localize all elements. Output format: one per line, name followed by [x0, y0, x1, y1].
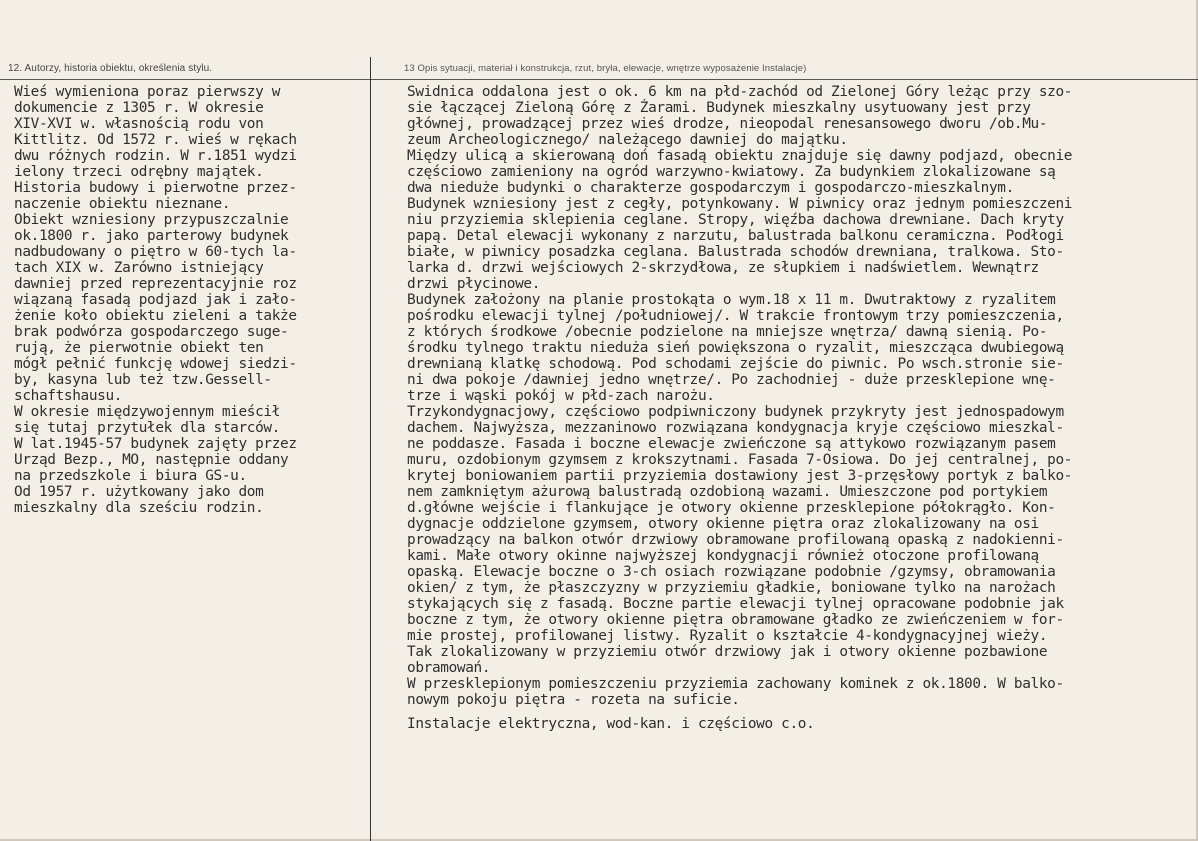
history-line: Kittlitz. Od 1572 r. wieś w rękach	[14, 132, 297, 148]
description-line: W przesklepionym pomieszczeniu przyziemia zachowany kominek z ok.1800. W balko-	[407, 676, 1064, 692]
description-line	[407, 708, 1195, 716]
history-line: mógł pełnić funkcję wdowej siedzi-	[14, 356, 297, 372]
history-line: Urząd Bezp., MO, następnie oddany	[14, 452, 289, 468]
description-line: Instalacje elektryczna, wod-kan. i częściowo c.o.	[407, 716, 815, 732]
description-line: boczne z tym, że otwory okienne piętra obramowane gładko ze zwieńczeniem w for-	[407, 612, 1064, 628]
history-line: się tutaj przytułek dla starców.	[14, 420, 281, 436]
history-line: schaftshausu.	[14, 388, 123, 404]
history-line: by, kasyna lub też tzw.Gessell-	[14, 372, 272, 388]
description-line: środku tylnego traktu nieduża sień powiększona o ryzalit, mieszcząca dwubiegową	[407, 340, 1064, 356]
description-line: pośrodku elewacji tylnej /południowej/. W trakcie frontowym trzy pomieszczenia,	[407, 308, 1064, 324]
history-line: ielony trzeci odrębny majątek.	[14, 164, 264, 180]
history-text	[14, 84, 370, 516]
history-line: Historia budowy i pierwotne przez-	[14, 180, 297, 196]
header-rule	[0, 79, 1198, 80]
description-line: muru, ozdobionym gzymsem z krokszytnami. Fasada 7-Osiowa. Do jej centralnej, po-	[407, 452, 1073, 468]
history-line: naczenie obiektu nieznane.	[14, 196, 231, 212]
description-line: krytej boniowaniem partii przyziemia dostawiony jest 3-przęsłowy portyk z balko-	[407, 468, 1073, 484]
history-line: W lat.1945-57 budynek zajęty przez	[14, 436, 297, 452]
description-line: larka d. drzwi wejściowych 2-skrzydłowa, ze słupkiem i nadświetlem. Wewnątrz	[407, 260, 1039, 276]
description-line: zeum Archeologicznego/ należącego dawniej do majątku.	[407, 132, 848, 148]
description-line: głównej, prowadzącej przez wieś drodze, nieopodal renesansowego dworu /ob.Mu-	[407, 116, 1048, 132]
description-line: d.główne wejście i flankujące je otwory okienne przesklepione półokrągło. Kon-	[407, 500, 1056, 516]
description-line: drzwi płycinowe.	[407, 276, 541, 292]
history-line: dokumencie z 1305 r. W okresie	[14, 100, 264, 116]
description-line: częściowo zamieniony na ogród warzywno-kwiatowy. Za budynkiem zlokalizowane są	[407, 164, 1056, 180]
section-13-header: 13 Opis sytuacji, materiał i konstrukcja, rzut, bryła, elewacje, wnętrze wyposażenie Instalacje)	[404, 63, 807, 74]
description-line: papą. Detal elewacji wykonany z narzutu, balustrada balkonu ceramiczna. Podłogi	[407, 228, 1064, 244]
description-line: dwa nieduże budynki o charakterze gospodarczym i gospodarczo-mieszkalnym.	[407, 180, 1014, 196]
description-line: dachem. Najwyższa, mezzaninowo rozwiązana kondygnacja kryje częściowo mieszkal-	[407, 420, 1064, 436]
description-line: Budynek wzniesiony jest z cegły, potynkowany. W piwnicy oraz jednym pomieszczeni	[407, 196, 1073, 212]
history-line: rują, że pierwotnie obiekt ten	[14, 340, 264, 356]
description-line: stykających się z fasadą. Boczne partie elewacji tylnej opracowane podobnie jak	[407, 596, 1064, 612]
description-line: ne poddasze. Fasada i boczne elewacje zwieńczone są attykowo rozwiązanym pasem	[407, 436, 1056, 452]
history-line: W okresie międzywojennym mieścił	[14, 404, 281, 420]
history-line: brak podwórza gospodarczego suge-	[14, 324, 289, 340]
history-line: wiązaną fasadą podjazd jak i zało-	[14, 292, 297, 308]
history-line: ok.1800 r. jako parterowy budynek	[14, 228, 289, 244]
description-line: Budynek założony na planie prostokąta o wym.18 x 11 m. Dwutraktowy z ryzalitem	[407, 292, 1056, 308]
description-line: opaską. Elewacje boczne o 3-ch osiach rozwiązane podobnie /gzymsy, obramowania	[407, 564, 1056, 580]
description-line: nem zamkniętym ażurową balustradą ozdobioną wazami. Umieszczone pod portykiem	[407, 484, 1048, 500]
description-line: Trzykondygnacjowy, częściowo podpiwniczony budynek przykryty jest jednospadowym	[407, 404, 1064, 420]
history-line: Wieś wymieniona poraz pierwszy w	[14, 84, 281, 100]
description-line: Swidnica oddalona jest o ok. 6 km na płd-zachód od Zielonej Góry leżąc przy szo-	[407, 84, 1073, 100]
description-line: dygnacje oddzielone gzymsem, otwory okienne piętra oraz zlokalizowany na osi	[407, 516, 1039, 532]
description-line: sie łączącej Zieloną Górę z Żarami. Budynek mieszkalny usytuowany jest przy	[407, 100, 1031, 116]
description-line: trze i wąski pokój w płd-zach narożu.	[407, 388, 715, 404]
history-line: Od 1957 r. użytkowany jako dom	[14, 484, 264, 500]
description-text	[407, 84, 1195, 732]
history-line: XIV-XVI w. własnością rodu von	[14, 116, 264, 132]
history-line: dwu różnych rodzin. W r.1851 wydzi	[14, 148, 297, 164]
description-line: ni dwa pokoje /dawniej jedno wnętrze/. Po zachodniej - duże przesklepione wnę-	[407, 372, 1056, 388]
description-line: prowadzący na balkon otwór drzwiowy obramowane profilowaną opaską z nadokienni-	[407, 532, 1064, 548]
description-line: okien/ z tym, że płaszczyzny w przyziemiu gładkie, boniowane tylko na narożach	[407, 580, 1056, 596]
history-line: Obiekt wzniesiony przypuszczalnie	[14, 212, 289, 228]
column-divider	[370, 57, 371, 841]
description-line: niu przyziemia sklepienia ceglane. Stropy, więźba dachowa drewniane. Dach kryty	[407, 212, 1064, 228]
description-line: Między ulicą a skierowaną doń fasadą obiektu znajduje się dawny podjazd, obecnie	[407, 148, 1073, 164]
description-line: z których środkowe /obecnie podzielone na mniejsze wnętrza/ dawną sienią. Po-	[407, 324, 1048, 340]
history-line: żenie koło obiektu zieleni a także	[14, 308, 297, 324]
section-12-header: 12. Autorzy, historia obiektu, określenia stylu.	[8, 63, 213, 74]
description-line: białe, w piwnicy posadzka ceglana. Balustrada schodów drewniana, tralkowa. Sto-	[407, 244, 1064, 260]
description-line: mie prostej, profilowanej listwy. Ryzalit o kształcie 4-kondygnacyjnej wieży.	[407, 628, 1048, 644]
history-line: na przedszkole i biura GS-u.	[14, 468, 247, 484]
description-line: drewnianą klatkę schodową. Pod schodami zejście do piwnic. Po wsch.stronie sie-	[407, 356, 1064, 372]
description-line: obramowań.	[407, 660, 491, 676]
description-line: Tak zlokalizowany w przyziemiu otwór drzwiowy jak i otwory okienne pozbawione	[407, 644, 1048, 660]
history-line: dawniej przed reprezentacyjnie roz	[14, 276, 297, 292]
description-line: nowym pokoju piętra - rozeta na suficie.	[407, 692, 740, 708]
description-line: kami. Małe otwory okinne najwyższej kondygnacji również otoczone profilowaną	[407, 548, 1039, 564]
history-line: nadbudowany o piętro w 60-tych la-	[14, 244, 297, 260]
history-line: tach XIX w. Zarówno istniejący	[14, 260, 264, 276]
history-line: mieszkalny dla sześciu rodzin.	[14, 500, 264, 516]
